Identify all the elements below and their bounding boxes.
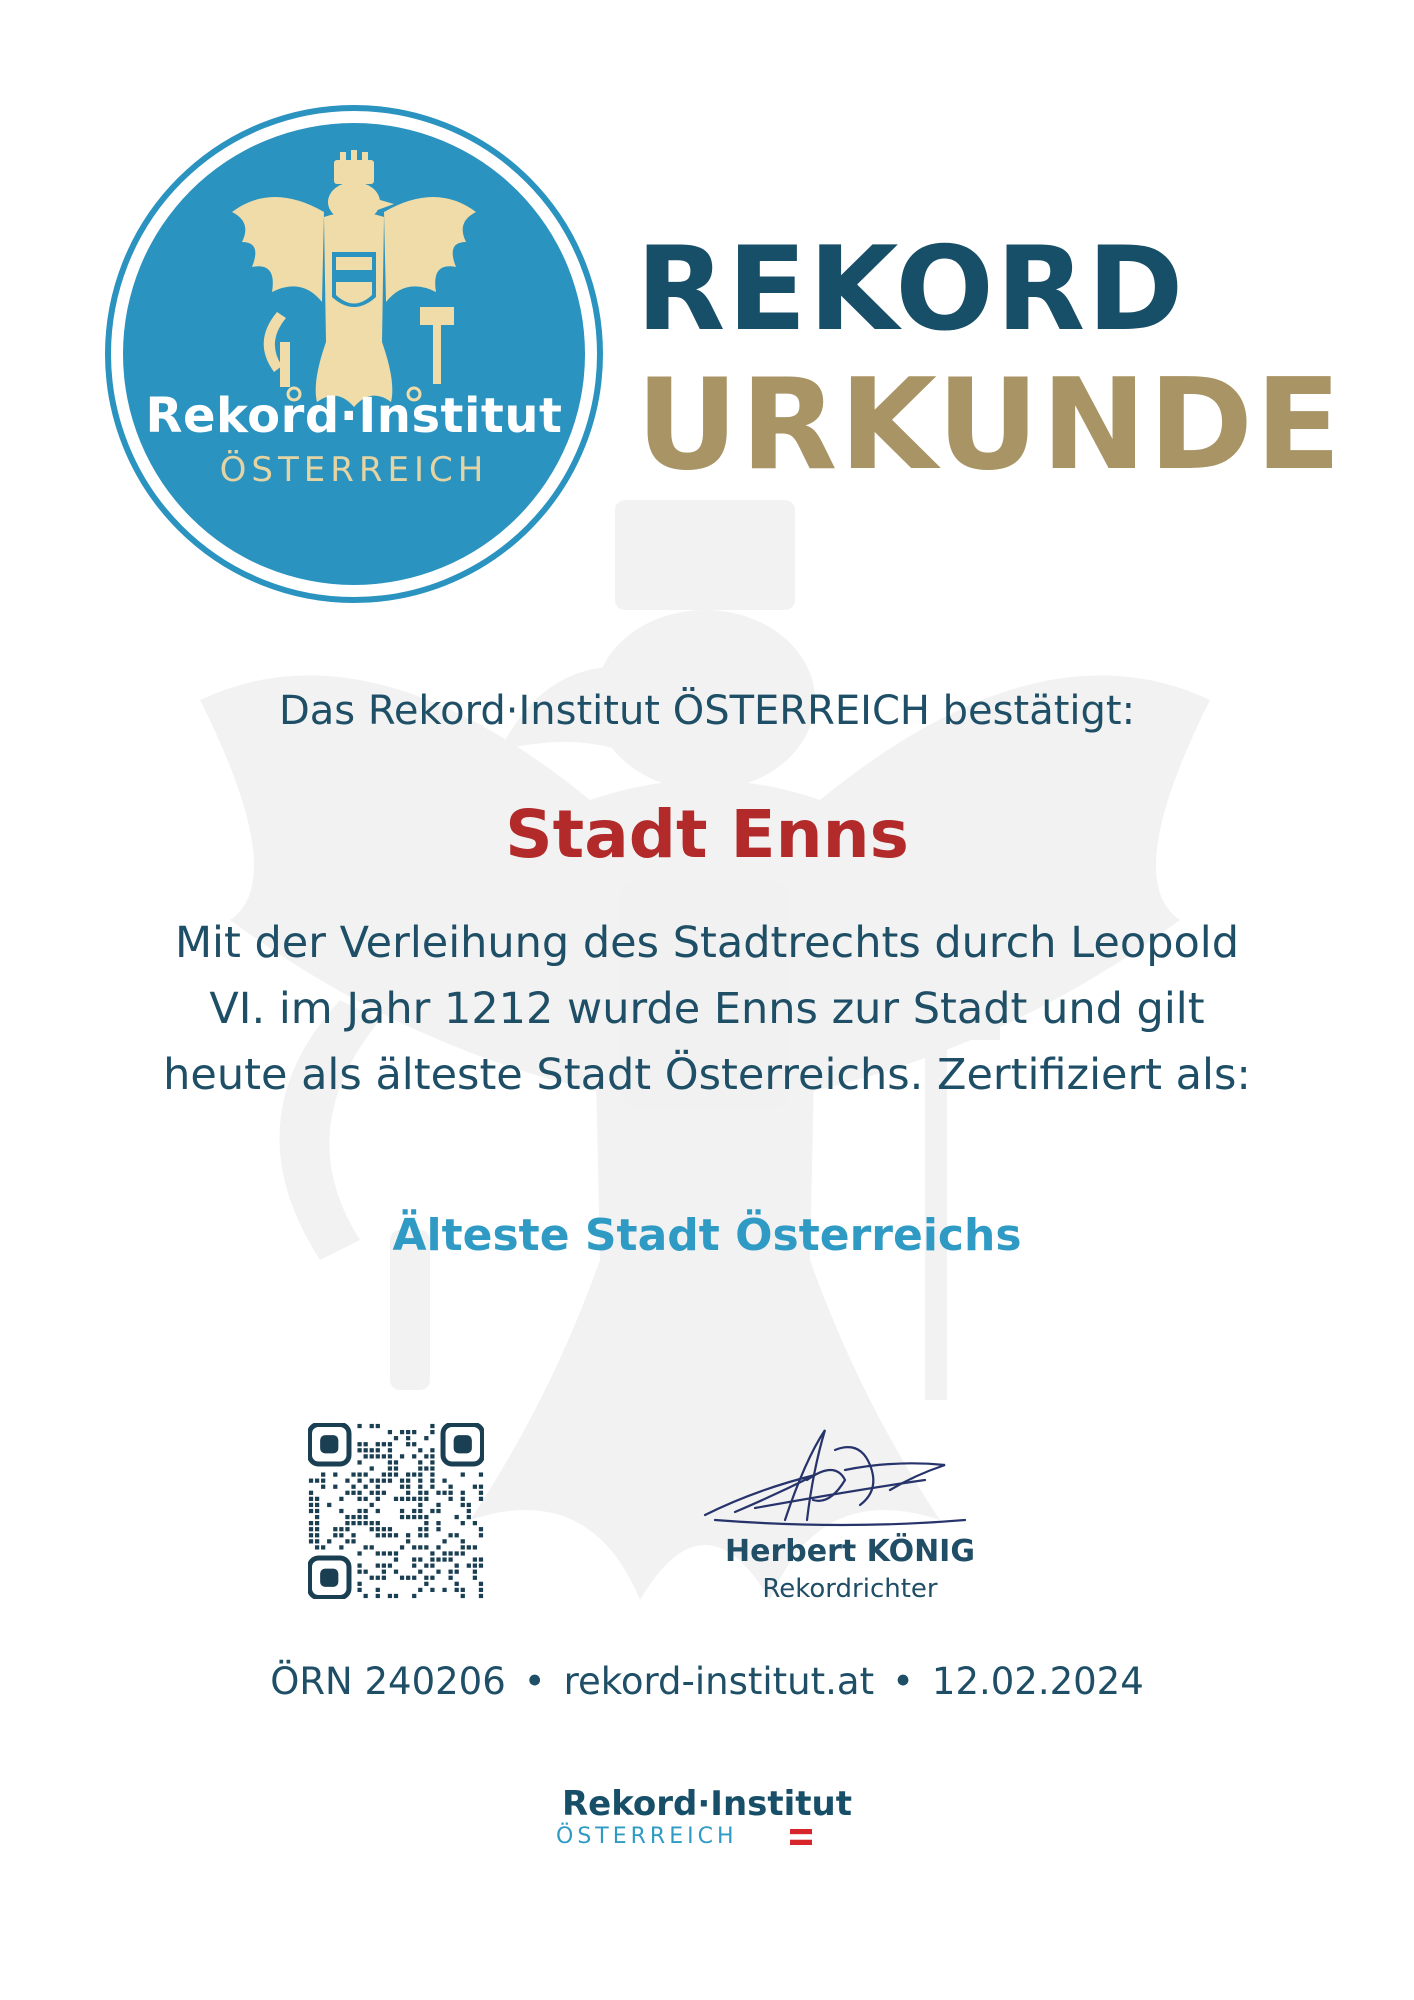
footer-info xyxy=(0,1660,1414,1703)
record-description: Mit der Verleihung des Stadtrechts durch Leopold VI. im Jahr 1212 wurde Enns zur Stadt und gilt heute als älteste Stadt Österreichs. Zertifiziert als: xyxy=(163,918,1251,1100)
certificate-heading-line1: REKORD xyxy=(636,222,1186,357)
seal-country-name: ÖSTERREICH xyxy=(219,450,489,490)
signature-icon xyxy=(695,1420,985,1540)
judge-name: Herbert KÖNIG xyxy=(725,1534,975,1569)
qr-code-icon xyxy=(308,1423,484,1599)
certificate-heading-line2: URKUNDE xyxy=(636,351,1344,498)
institute-seal xyxy=(102,102,606,606)
certificate-date: 12.02.2024 xyxy=(931,1660,1144,1703)
record-title: Älteste Stadt Österreichs xyxy=(392,1210,1022,1261)
confirmation-intro: Das Rekord·Institut ÖSTERREICH bestätigt: xyxy=(278,688,1136,734)
separator-dot: • xyxy=(523,1660,546,1703)
austrian-flag-icon xyxy=(790,1829,812,1845)
website-link[interactable]: rekord-institut.at xyxy=(563,1660,875,1703)
judge-role: Rekordrichter xyxy=(762,1574,938,1604)
record-number: ÖRN 240206 xyxy=(270,1660,506,1703)
separator-dot: • xyxy=(892,1660,914,1703)
footer-logo-subtitle: ÖSTERREICH xyxy=(556,1824,738,1849)
seal-institute-name: Rekord·Institut xyxy=(145,388,563,444)
record-holder: Stadt Enns xyxy=(505,796,909,873)
footer-logo-title: Rekord·Institut xyxy=(561,1784,853,1824)
